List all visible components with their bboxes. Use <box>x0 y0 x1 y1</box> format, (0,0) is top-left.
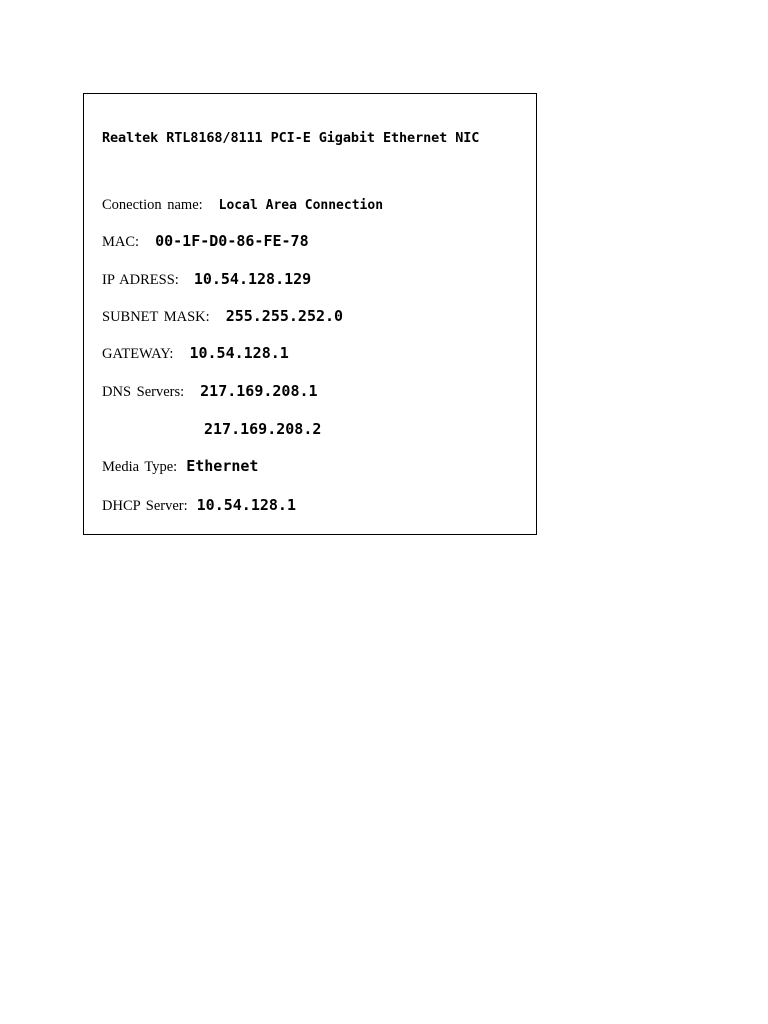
media-type-label: Media Type: <box>102 459 178 475</box>
ip-address-label: IP ADRESS: <box>102 272 179 288</box>
mac-label: MAC: <box>102 234 140 250</box>
ip-address-row <box>102 270 311 289</box>
mac-value: 00-1F-D0-86-FE-78 <box>155 232 309 250</box>
dhcp-server-row <box>102 496 296 515</box>
subnet-mask-value: 255.255.252.0 <box>225 307 344 325</box>
subnet-mask-row <box>102 307 343 326</box>
nic-title: Realtek RTL8168/8111 PCI-E Gigabit Ethernet NIC <box>102 130 480 146</box>
gateway-label: GATEWAY: <box>102 346 174 362</box>
mac-row <box>102 232 309 251</box>
ip-address-value: 10.54.128.129 <box>193 270 312 288</box>
connection-name-value: Local Area Connection <box>218 198 384 213</box>
dns-servers-row <box>102 382 318 401</box>
connection-name-row <box>102 197 383 214</box>
dhcp-server-value: 10.54.128.1 <box>196 496 296 514</box>
dns-server-primary: 217.169.208.1 <box>200 382 318 400</box>
media-type-row <box>102 457 258 476</box>
dhcp-server-label: DHCP Server: <box>102 498 188 514</box>
connection-name-label: Conection name: <box>102 197 203 213</box>
media-type-value: Ethernet <box>186 457 259 475</box>
dns-servers-label: DNS Servers: <box>102 384 185 400</box>
gateway-value: 10.54.128.1 <box>189 344 289 362</box>
dns-server-secondary: 217.169.208.2 <box>204 420 322 438</box>
gateway-row <box>102 344 289 363</box>
subnet-mask-label: SUBNET MASK: <box>102 309 210 325</box>
dns-servers-secondary-row <box>204 420 321 439</box>
network-info-card <box>83 93 537 535</box>
